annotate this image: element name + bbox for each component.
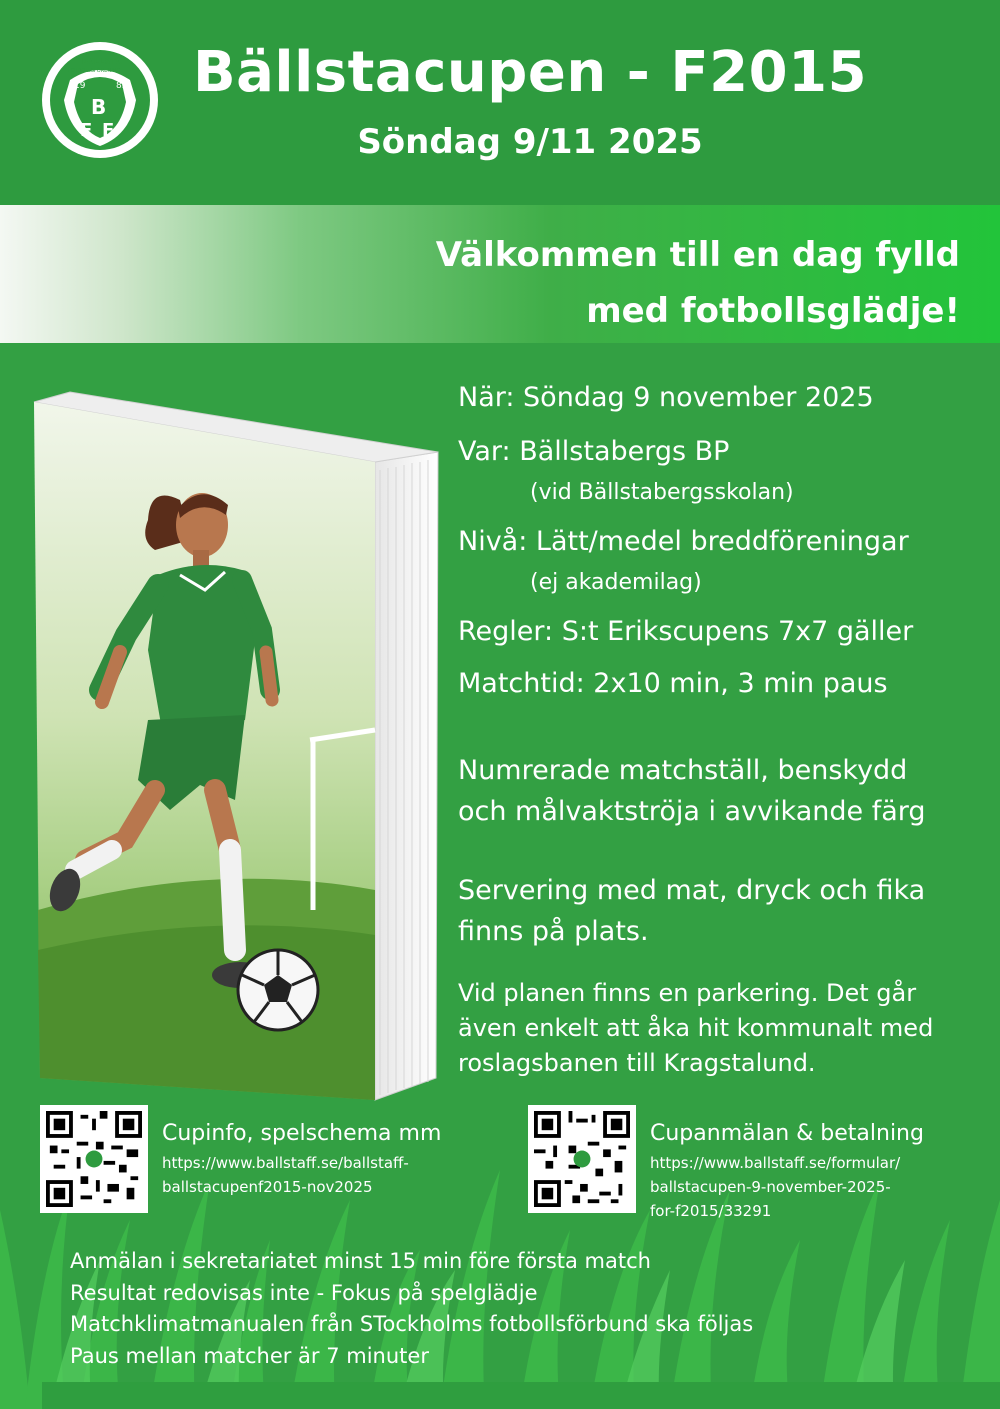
svg-text:BÄLLSTA: BÄLLSTA xyxy=(82,57,122,66)
svg-text:FOTBOLLSFÖRENING: FOTBOLLSFÖRENING xyxy=(68,68,121,74)
detail-where: Var: Bällstabergs BP xyxy=(458,436,730,467)
qr-url-registration[interactable]: https://www.ballstaff.se/formular/ ballstacupen-9-november-2025- for-f2015/33291 xyxy=(650,1154,901,1220)
qr-code-icon xyxy=(46,1111,142,1207)
event-date: Söndag 9/11 2025 xyxy=(357,122,703,162)
bottom-bar xyxy=(42,1382,1000,1409)
welcome-line-2: med fotbollsglädje! xyxy=(586,291,960,331)
qr-code-registration[interactable] xyxy=(528,1105,636,1213)
footer-notes xyxy=(70,1246,753,1372)
football-icon xyxy=(238,950,318,1030)
svg-text:83: 83 xyxy=(116,81,128,91)
header xyxy=(0,0,1000,205)
page-title: Bällstacupen - F2015 xyxy=(192,40,868,105)
parking-text: Vid planen finns en parkering. Det går även enkelt att åka hit kommunalt med roslagsbanen till Kragstalund. xyxy=(458,979,934,1077)
qr-code-cupinfo[interactable] xyxy=(40,1105,148,1213)
detail-match-time: Matchtid: 2x10 min, 3 min paus xyxy=(458,668,888,699)
detail-rules: Regler: S:t Erikscupens 7x7 gäller xyxy=(458,616,914,647)
qr-label-registration: Cupanmälan & betalning xyxy=(650,1121,924,1146)
svg-text:B: B xyxy=(91,95,107,119)
welcome-line-1: Välkommen till en dag fylld xyxy=(435,235,960,275)
equipment-text: Numrerade matchställ, benskydd och målvaktströja i avvikande färg xyxy=(458,755,926,827)
footer-note: Resultat redovisas inte - Fokus på spelglädje xyxy=(70,1280,538,1305)
qr-label-cupinfo: Cupinfo, spelschema mm xyxy=(162,1121,442,1146)
detail-level: Nivå: Lätt/medel breddföreningar xyxy=(458,526,909,557)
book-illustration xyxy=(30,390,440,1110)
svg-text:F: F xyxy=(102,120,115,141)
footer-note: Matchklimatmanualen från STockholms fotbollsförbund ska följas xyxy=(70,1312,754,1336)
detail-where-note: (vid Bällstabergsskolan) xyxy=(530,480,794,505)
serving-text: Servering med mat, dryck och fika finns på plats. xyxy=(458,875,926,947)
welcome-banner xyxy=(0,205,1000,343)
svg-text:19: 19 xyxy=(74,81,86,91)
footer-note: Paus mellan matcher är 7 minuter xyxy=(70,1343,429,1368)
qr-code-icon xyxy=(534,1111,630,1207)
svg-text:F: F xyxy=(80,120,93,141)
footer-note: Anmälan i sekretariatet minst 15 min före första match xyxy=(70,1249,651,1273)
detail-when: När: Söndag 9 november 2025 xyxy=(458,382,874,413)
club-logo-icon xyxy=(40,40,160,160)
qr-url-cupinfo[interactable]: https://www.ballstaff.se/ballstaff- ballstacupenf2015-nov2025 xyxy=(162,1154,409,1196)
detail-level-note: (ej akademilag) xyxy=(530,570,702,595)
